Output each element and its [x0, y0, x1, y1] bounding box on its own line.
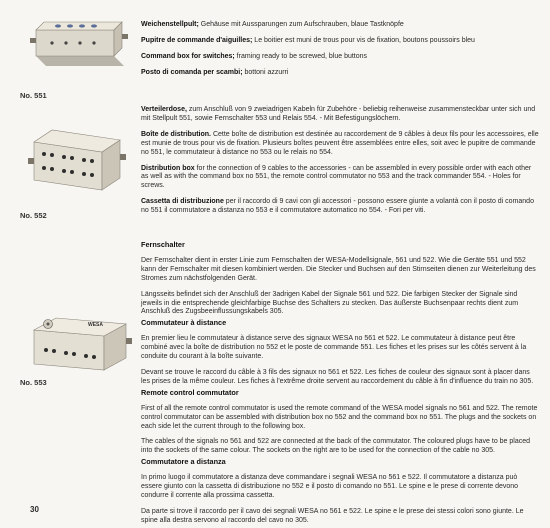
- remote-commutator-553-photo: [26, 312, 134, 376]
- text-block-552: [141, 99, 539, 218]
- section-heading: Commutatore a distanza: [141, 457, 226, 467]
- paragraph: Cassetta di distribuzione per il raccordo di 9 cavi con gli accessori - possono essere giunte a volantà con il posto di comando no 551 il commutatore a distanza no 553 e il commutatore automatico no 554. - Fori per viti.: [141, 198, 534, 215]
- paragraph: First of all the remote control commutator is used the remote command of the WESA model signals no 561 and 522. The remote control commutator can be assembled with distribution box no 552 and the command box no 551. The plugs and the sockets on each side let the current through to the following box.: [141, 404, 538, 430]
- paragraph: Da parte si trove il raccordo per il cavo dei segnali WESA no 561 e 522. Le spine e le prese dei stessi colori sono giunte. Le spine alla destra servono al raccordo del cavo no 305.: [141, 507, 524, 524]
- caption-552: No. 552: [20, 211, 47, 220]
- page-number: 30: [30, 505, 39, 514]
- paragraph: Weichenstellpult; Gehäuse mit Aussparungen zum Aufschrauben, blaue Tastknöpfe: [141, 21, 404, 28]
- paragraph: Posto di comanda per scambi; bottoni azzurri: [141, 68, 289, 76]
- distribution-box-552-photo: [22, 120, 134, 206]
- paragraph: Längsseits befindet sich der Anschluß der 3adrigen Kabel der Signale 561 und 522. Die farbigen Stecker der Signale sind jeweils in die entsprechende gleichfarbige Buchse des Schalters zu stecken. Das äußerste Buchsenpaar rechts dient zum Anschluß des Zugsbeeinflussungskabels 305.: [141, 290, 519, 316]
- paragraph: Boîte de distribution. Cette boîte de distribution est destinée au raccordement de 9 câbles à deux fils pour les accessoires, elle est munie de trous pour vis de fixation. Plusieurs boîtes peuvent être assemblées entre elles, soit avec le pupitre de commande no 551, le commutateur à distance no 553 ou le relais no 554.: [141, 130, 539, 156]
- paragraph: Verteilerdose, zum Anschluß von 9 zweiadrigen Kabeln für Zubehöre - beliebig reihenweise zusammensteckbar unter sich und mit Stellpult 551, sowie Fernschalter 553 und Relais 554. - Mit Befestigungslöchern.: [141, 106, 536, 122]
- paragraph: Distribution box for the connection of 9 cables to the accessories - can be assembled in every possible order with each other as well as with the command box no 551, the remote control commutator no 553 and the track commander 554. - Holes for screws.: [141, 164, 532, 190]
- text-block-553: [141, 241, 539, 528]
- paragraph: Devant se trouve le raccord du câble à 3 fils des signaux no 561 et 522. Les fiches de couleur des signaux sont à placer dans les prises de la même couleur. Les fiches à l'extrême droite servent au raccordement du câble à fin d'influence du train no 305.: [141, 368, 534, 385]
- wesa-brand-mark: WESA: [88, 322, 103, 328]
- paragraph: In primo luogo il commutatore a distanza deve commandare i segnali WESA no 561 e 522. Il commutatore a distanza può essere giunto con la cassetta di distribuzione no 552 e il posto di comando no 551. Le spine e le prese di corrente devono condurre il corrente alla prossima cassetta.: [141, 474, 519, 499]
- section-heading: Commutateur à distance: [141, 318, 227, 328]
- paragraph: The cables of the signals no 561 and 522 are connected at the back of the commutator. The coloured plugs have to be placed into the sockets of the same colour. The sockets on the right are to be used for the connection of the cable no 305.: [141, 438, 531, 455]
- paragraph: Command box for switches; framing ready to be screwed, blue buttons: [141, 52, 368, 60]
- text-block-551: [141, 14, 539, 80]
- paragraph: Der Fernschalter dient in erster Linie zum Fernschalten der WESA-Modellsignale, 561 und 522. Wie die Geräte 551 und 552 kann der Fernschalter mit diesen kombiniert werden. Die Stecker und Buchsen auf den Stirnseiten dienen zur Weiterleitung des Stromes zum nächstfolgenden Gerät.: [141, 256, 536, 282]
- command-box-551-photo: [22, 8, 132, 84]
- section-heading: Fernschalter: [141, 240, 185, 249]
- caption-553: No. 553: [20, 378, 47, 387]
- paragraph: En premier lieu le commutateur à distance serve des signaux WESA no 561 et 522. Le commutateur à distance peut être combiné avec la boîte de distribution no 552 et le poste de commande 551. Les fiches et les prises sur les côtés servent à la conduite du courant à la boîte suivante.: [141, 335, 527, 361]
- caption-551: No. 551: [20, 91, 47, 100]
- paragraph: Pupitre de commande d'aiguilles; Le boitier est muni de trous pour vis de fixation, boutons poussoirs bleu: [141, 36, 475, 44]
- section-heading: Remote control commutator: [141, 387, 239, 397]
